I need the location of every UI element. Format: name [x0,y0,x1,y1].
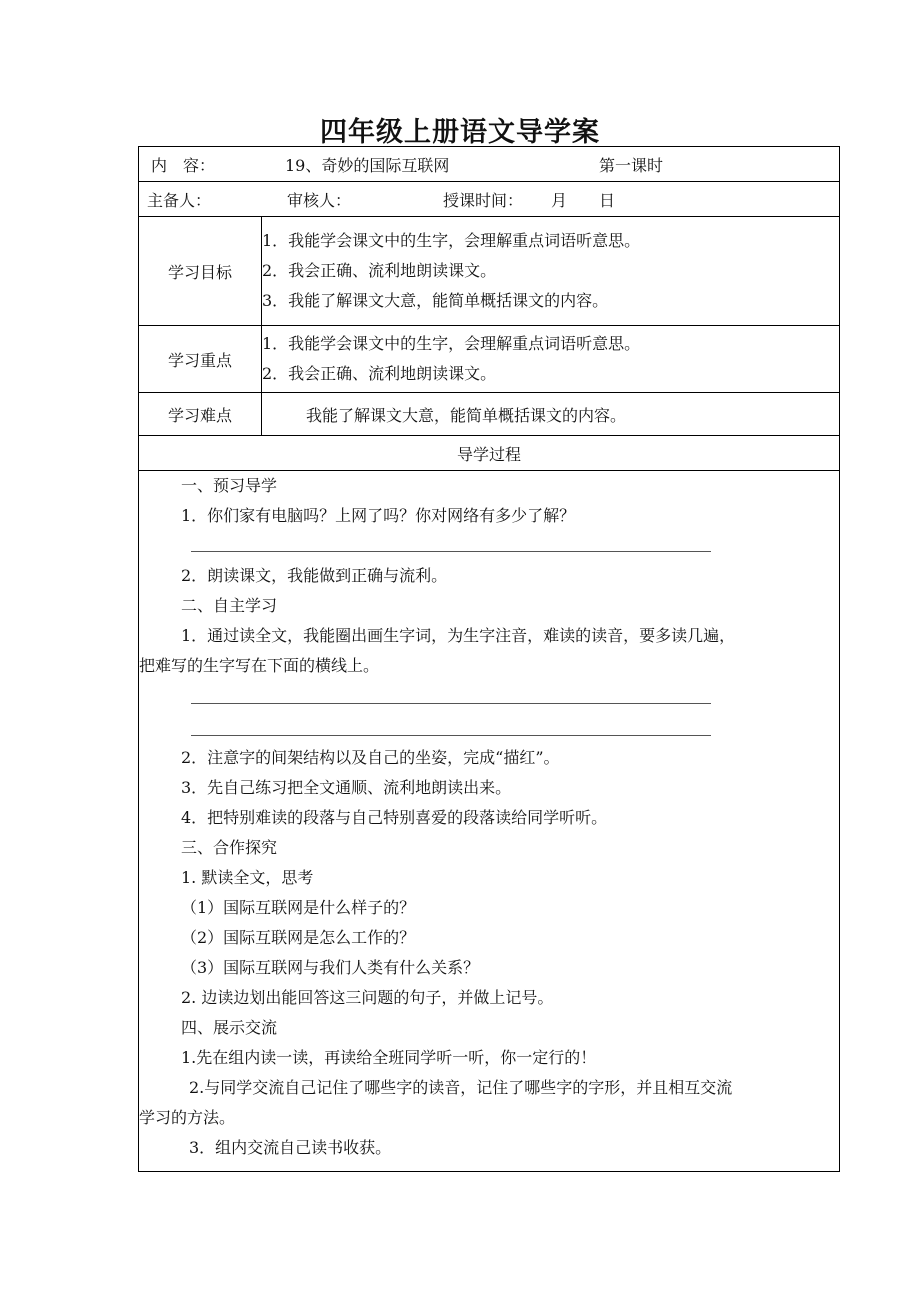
self-study-question-4: 4．把特别难读的段落与自己特别喜爱的段落读给同学听听。 [181,808,608,827]
process-heading-row [139,436,840,471]
day-label: 日 [599,190,616,210]
section-title-explore: 三、合作探究 [181,838,278,857]
self-study-question-2: 2．注意字的间架结构以及自己的坐姿，完成“描红”。 [181,748,560,767]
goals-row [139,217,840,326]
writing-line-block [139,713,839,743]
difficulties-row [139,393,840,436]
explore-question-2: 2. 边读边划出能回答这三问题的句子，并做上记号。 [181,988,554,1007]
share-question-1: 1.先在组内读一读，再读给全班同学听一听，你一定行的！ [181,1048,597,1067]
self-study-question-1b: 把难写的生字写在下面的横线上。 [139,656,380,675]
goal-item: 3．我能了解课文大意，能简单概括课文的内容。 [262,291,609,310]
content-row [139,147,840,182]
preparer-label: 主备人： [147,190,212,210]
key-points-row [139,326,840,393]
process-body [139,471,840,1172]
preview-question-1: 1．你们家有电脑吗？上网了吗？你对网络有多少了解？ [181,506,576,525]
key-points-list [262,326,840,393]
goals-label: 学习目标 [139,217,262,326]
section-title-share: 四、展示交流 [181,1018,278,1037]
month-label: 月 [551,190,568,210]
self-study-question-1a: 1．通过读全文，我能圈出画生字词，为生字注音，难读的读音，要多读几遍， [181,626,736,645]
preview-question-2: 2．朗读课文，我能做到正确与流利。 [181,566,448,585]
explore-sub-2: （2）国际互联网是怎么工作的？ [181,928,416,947]
key-points-label: 学习重点 [139,326,262,393]
answer-line [191,551,711,552]
answer-line-block [139,531,839,561]
explore-question-1: 1. 默读全文，思考 [181,868,314,887]
time-label: 授课时间： [443,190,524,210]
page-title: 四年级上册语文导学案 [320,117,600,148]
share-question-2a: 2.与同学交流自己记住了哪些字的读音，记住了哪些字的字形，并且相互交流 [189,1078,733,1097]
staff-row [139,182,840,217]
content-label: 内 容： [151,155,216,175]
section-title-self-study: 二、自主学习 [181,596,278,615]
process-body-row [139,471,840,1172]
content-value: 19、奇妙的国际互联网 [285,155,450,175]
share-question-2b: 学习的方法。 [139,1108,236,1127]
explore-sub-3: （3）国际互联网与我们人类有什么关系？ [181,958,480,977]
section-title-preview: 一、预习导学 [181,476,278,495]
share-question-3: 3．组内交流自己读书收获。 [189,1138,392,1157]
difficulties-text: 我能了解课文大意，能简单概括课文的内容。 [262,393,840,436]
process-heading: 导学过程 [139,436,840,471]
lesson-label: 第一课时 [599,155,664,175]
writing-line-block [139,681,839,713]
writing-line [191,703,711,704]
self-study-question-3: 3．先自己练习把全文通顺、流利地朗读出来。 [181,778,512,797]
reviewer-label: 审核人： [287,190,352,210]
key-point-item: 2．我会正确、流利地朗读课文。 [262,364,497,383]
goals-list [262,217,840,326]
explore-sub-1: （1）国际互联网是什么样子的？ [181,898,416,917]
goal-item: 1．我能学会课文中的生字，会理解重点词语听意思。 [262,231,641,250]
difficulties-label: 学习难点 [139,393,262,436]
lesson-plan-table [138,146,840,1172]
key-point-item: 1．我能学会课文中的生字，会理解重点词语听意思。 [262,334,641,353]
writing-line [191,735,711,736]
goal-item: 2．我会正确、流利地朗读课文。 [262,261,497,280]
